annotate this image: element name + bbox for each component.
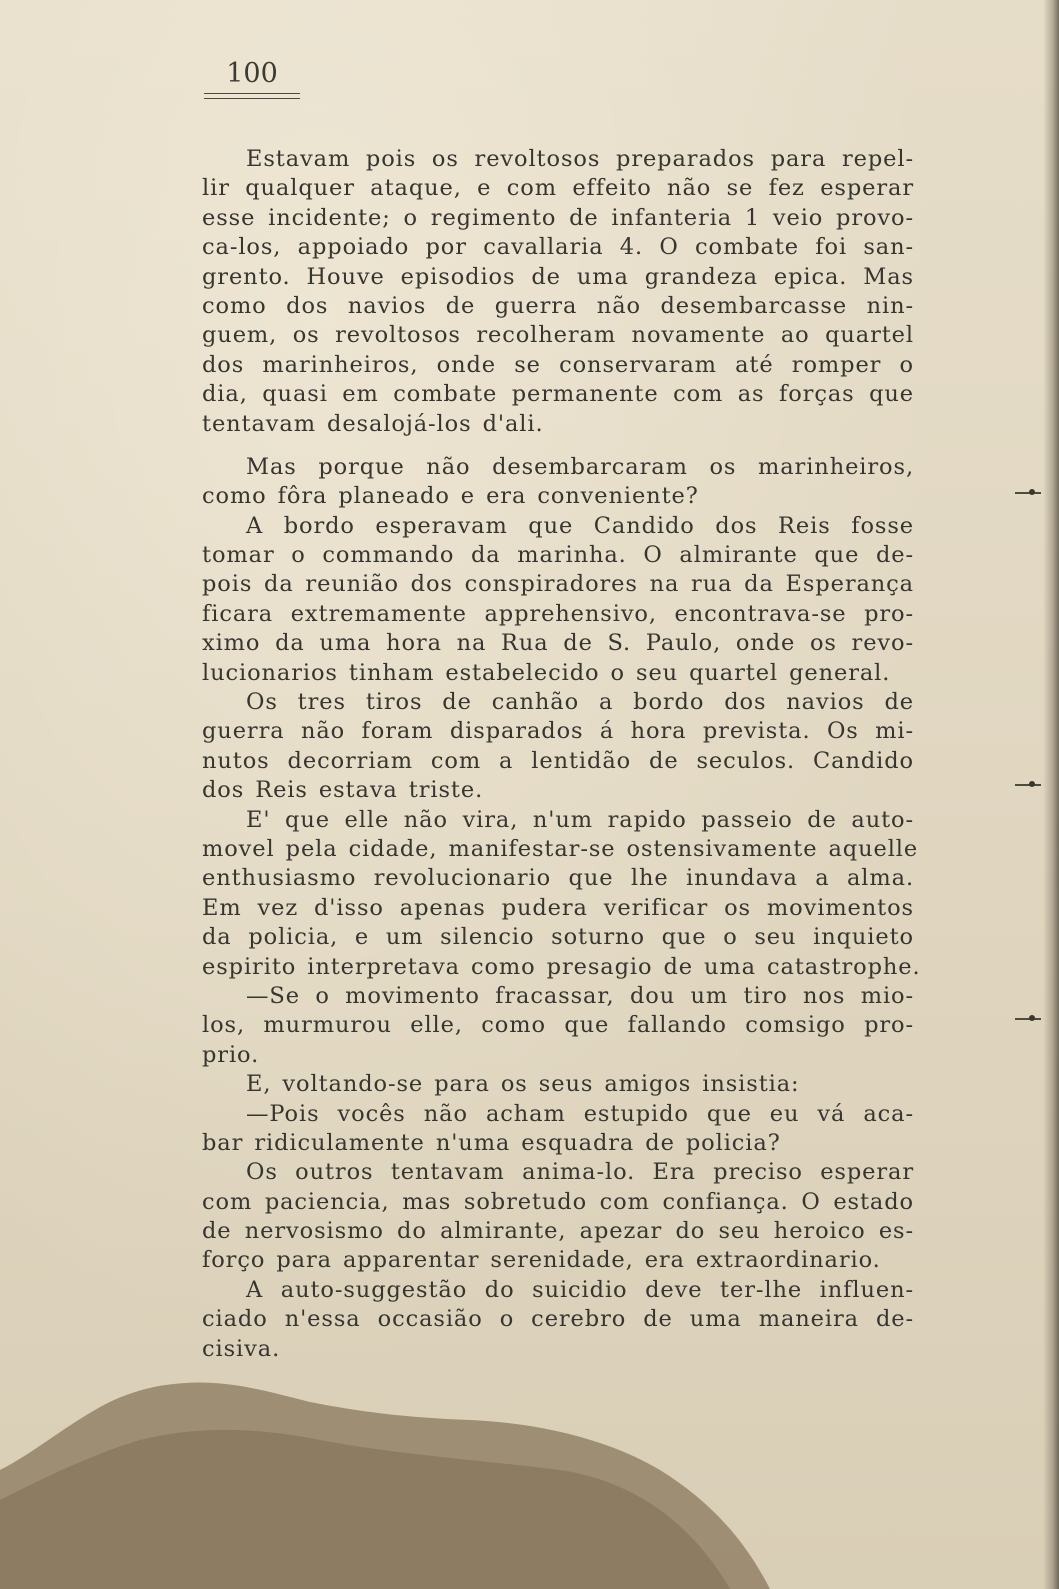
text-line: Em vez d'isso apenas pudera verificar os movimentos — [202, 894, 914, 921]
text-line: lir qualquer ataque, e com effeito não se fez esperar — [202, 175, 914, 202]
page-number-rule — [204, 93, 300, 99]
text-line: guerra não foram disparados á hora prevista. Os mi- — [202, 718, 914, 745]
text-line: —Se o movimento fracassar, dou um tiro nos mio- — [246, 982, 914, 1009]
text-line: de nervosismo do almirante, apezar do seu heroico es- — [202, 1218, 914, 1245]
page-edge-shadow — [1043, 0, 1059, 1589]
margin-mark — [1015, 784, 1041, 786]
text-line: Mas porque não desembarcaram os marinheiros, — [246, 453, 914, 480]
page-number: 100 — [226, 58, 278, 89]
text-line: dia, quasi em combate permanente com as forças que — [202, 381, 914, 408]
text-line: A auto-suggestão do suicidio deve ter-lhe influen- — [246, 1276, 914, 1303]
text-line: dos Reis estava triste. — [202, 777, 484, 804]
text-line: tomar o commando da marinha. O almirante que de- — [202, 542, 914, 569]
text-line: ximo da uma hora na Rua de S. Paulo, onde os revo- — [202, 630, 914, 657]
text-line: bar ridiculamente n'uma esquadra de policia? — [202, 1129, 781, 1156]
text-line: espirito interpretava como presagio de uma catastrophe. — [202, 953, 921, 980]
text-line: forço para apparentar serenidade, era extraordinario. — [202, 1247, 881, 1274]
text-line: dos marinheiros, onde se conservaram até romper o — [202, 351, 914, 378]
text-line: E, voltando-se para os seus amigos insistia: — [246, 1071, 800, 1098]
text-line: com paciencia, mas sobretudo com confiança. O estado — [202, 1188, 914, 1215]
text-line: movel pela cidade, manifestar-se ostensivamente aquelle — [202, 835, 919, 862]
text-line: ca-los, appoiado por cavallaria 4. O combate foi san- — [202, 234, 914, 261]
text-line: Os outros tentavam anima-lo. Era preciso esperar — [246, 1159, 914, 1186]
text-line: nutos decorriam com a lentidão de seculos. Candido — [202, 747, 914, 774]
text-line: cisiva. — [202, 1335, 281, 1362]
margin-mark — [1015, 492, 1041, 494]
text-line: E' que elle não vira, n'um rapido passeio de auto- — [246, 806, 914, 833]
text-line: da policia, e um silencio soturno que o seu inquieto — [202, 924, 914, 951]
text-line: prio. — [202, 1041, 260, 1068]
text-line: pois da reunião dos conspiradores na rua da Esperança — [202, 571, 914, 598]
text-line: los, murmurou elle, como que fallando comsigo pro- — [202, 1012, 914, 1039]
text-line: —Pois vocês não acham estupido que eu vá aca- — [246, 1100, 914, 1127]
text-line: Os tres tiros de canhão a bordo dos navios de — [246, 689, 914, 716]
text-line: como fôra planeado e era conveniente? — [202, 483, 699, 510]
text-line: como dos navios de guerra não desembarcasse nin- — [202, 292, 914, 319]
text-line: lucionarios tinham estabelecido o seu quartel general. — [202, 659, 891, 686]
paragraph-gap — [202, 439, 914, 453]
margin-mark — [1015, 1018, 1041, 1020]
text-line: enthusiasmo revolucionario que lhe inundava a alma. — [202, 865, 914, 892]
text-line: esse incidente; o regimento de infanteria 1 veio provo- — [202, 204, 914, 231]
text-line: grento. Houve episodios de uma grandeza epica. Mas — [202, 263, 914, 290]
body-text — [202, 145, 921, 1364]
text-line: Estavam pois os revoltosos preparados para repel- — [246, 146, 914, 172]
text-line: tentavam desalojá-los d'ali. — [202, 410, 544, 437]
text-line: ciado n'essa occasião o cerebro de uma maneira de- — [202, 1306, 914, 1333]
text-line: ficara extremamente apprehensivo, encontrava-se pro- — [202, 600, 914, 627]
text-line: A bordo esperavam que Candido dos Reis fosse — [246, 512, 914, 539]
text-line: guem, os revoltosos recolheram novamente ao quartel — [202, 322, 914, 349]
